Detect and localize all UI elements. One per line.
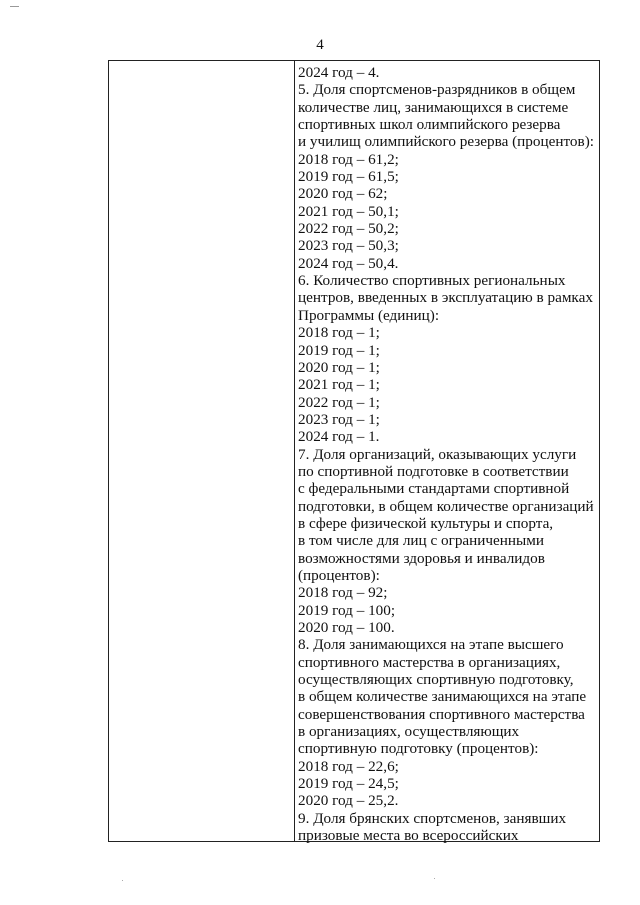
text-line: 2024 год – 4. [298, 64, 380, 81]
text-line: 8. Доля занимающихся на этапе высшего [298, 636, 564, 654]
scan-artifact [122, 880, 123, 881]
text-line: 2018 год – 61,2; [298, 150, 399, 168]
text-line: 2023 год – 1; [298, 410, 380, 428]
text-line: 2018 год – 1; [298, 324, 380, 342]
page-number: 4 [316, 37, 324, 53]
text-line: 2022 год – 1; [298, 393, 380, 411]
left-column-cell [109, 61, 294, 841]
text-line: 2018 год – 22,6; [298, 757, 399, 775]
text-line: 2019 год – 61,5; [298, 168, 399, 186]
text-line: в общем количестве занимающихся на этапе [298, 688, 587, 706]
text-line: осуществляющих спортивную подготовку, [298, 671, 574, 689]
text-line: призовые места во всероссийских [298, 827, 519, 845]
text-line: по спортивной подготовке в соответствии [298, 462, 569, 480]
text-line: 2019 год – 1; [298, 341, 380, 359]
text-line: с федеральными стандартами спортивной [298, 480, 570, 498]
text-line: в том числе для лиц с ограниченными [298, 532, 544, 550]
text-line: Программы (единиц): [298, 306, 440, 324]
text-line: 2020 год – 100. [298, 619, 395, 636]
text-line: 2024 год – 50,4. [298, 254, 399, 272]
text-line: 2020 год – 62; [298, 185, 388, 203]
text-line: 2021 год – 1; [298, 376, 380, 394]
text-line: 7. Доля организаций, оказывающих услуги [298, 445, 577, 463]
text-line: 2019 год – 100; [298, 601, 396, 619]
text-line: 2022 год – 50,2; [298, 220, 399, 238]
text-line: 2023 год – 50,3; [298, 237, 399, 255]
column-divider [294, 61, 295, 841]
text-line: возможностями здоровья и инвалидов [298, 549, 545, 567]
text-line: центров, введенных в эксплуатацию в рамках [298, 289, 593, 307]
text-line: 2020 год – 1; [298, 358, 380, 376]
text-line: в сфере физической культуры и спорта, [298, 514, 554, 532]
text-line: и училищ олимпийского резерва (процентов): [298, 133, 594, 151]
right-column-cell [298, 64, 598, 844]
text-line: подготовки, в общем количестве организаций [298, 497, 594, 515]
text-line: спортивную подготовку (процентов): [298, 740, 539, 758]
text-line: в организациях, осуществляющих [298, 723, 520, 741]
text-line: 2024 год – 1. [298, 428, 380, 446]
scan-artifact [10, 6, 19, 7]
scan-artifact [434, 878, 435, 879]
text-line: 2018 год – 92; [298, 584, 388, 602]
text-line: (процентов): [298, 566, 380, 584]
text-line: совершенствования спортивного мастерства [298, 705, 585, 723]
text-line: 2020 год – 25,2. [298, 792, 399, 810]
text-line: 5. Доля спортсменов-разрядников в общем [298, 81, 576, 99]
text-line: 9. Доля брянских спортсменов, занявших [298, 809, 567, 827]
text-line: количестве лиц, занимающихся в системе [298, 98, 569, 116]
text-line: спортивных школ олимпийского резерва [298, 116, 561, 134]
text-line: спортивного мастерства в организациях, [298, 653, 561, 671]
document-table [108, 60, 600, 845]
text-line: 6. Количество спортивных региональных [298, 272, 566, 290]
text-line: 2021 год – 50,1; [298, 202, 399, 220]
text-line: 2019 год – 24,5; [298, 775, 399, 793]
